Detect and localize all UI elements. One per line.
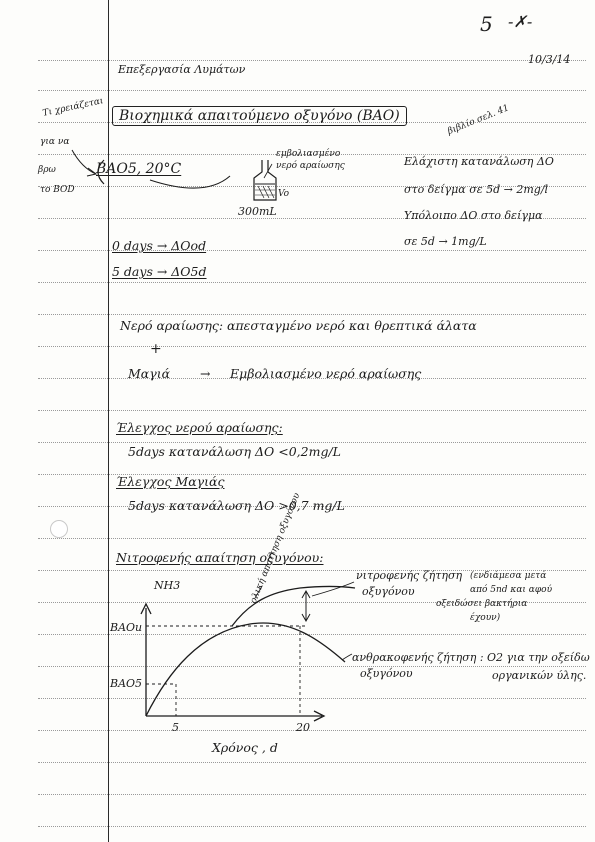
nitrification-title: Νιτροφενής απαίτηση οξυγόνου: [116, 550, 324, 565]
bottle-volume-symbol: Vo [278, 189, 290, 199]
x-axis-label: Χρόνος , d [212, 740, 278, 755]
bracket-mark [98, 160, 104, 184]
section-title: Βιοχημικά απαιτούμενο οξυγόνο (BAO) [112, 106, 407, 126]
y-label-upper: BAOu [110, 621, 143, 634]
margin-note-line: βρω [38, 165, 56, 175]
sludge-check-title: Έλεγχος Μαγιάς [116, 474, 225, 489]
total-demand-curve [232, 587, 355, 627]
carbon-demand-label: ανθρακοφενής ζήτηση : O2 για την οξείδω [352, 651, 590, 664]
leader-line [342, 654, 352, 660]
seeded-water-label: Εμβολιασμένο νερό αραίωσης [230, 366, 422, 381]
leader-line [312, 582, 354, 596]
condition-line: Υπόλοιπο ΔΟ στο δείγμα [404, 209, 543, 222]
plus-sign: + [150, 341, 162, 357]
condition-line: στο δείγμα σε 5d → 2mg/l [404, 183, 549, 196]
dilution-definition: Νερό αραίωσης: απεσταγμένο νερό και θρεπτικά άλατα [120, 318, 477, 333]
page-date: 10/3/14 [528, 53, 571, 66]
x-tick-label: 20 [296, 721, 310, 734]
arrow-line [72, 150, 96, 174]
sludge-label: Μαγιά [128, 366, 171, 381]
nitro-note-line: από 5nd και αφού [470, 585, 553, 595]
margin-note-line: το BOD [40, 185, 75, 195]
carbon-demand-label: οξυγόνου [360, 667, 413, 680]
sludge-check-detail: 5days κατανάλωση ΔΟ >0,7 mg/L [128, 498, 345, 513]
day-5-reading: 5 days → ΔΟ5d [112, 264, 207, 279]
nh3-label: NH3 [154, 579, 181, 592]
water-check-title: Έλεγχος νερού αραίωσης: [116, 420, 283, 435]
nitro-note-line: (ενδιάμεσα μετά [470, 571, 547, 581]
water-check-detail: 5days κατανάλωση ΔΟ <0,2mg/L [128, 444, 341, 459]
day-0-reading: 0 days → ΔΟοd [112, 238, 207, 253]
bao5-label: BAO5, 20°C [96, 161, 182, 177]
arrow-line [150, 176, 230, 188]
bottle-label: νερό αραίωσης [276, 161, 345, 171]
bottle-volume: 300mL [238, 205, 277, 218]
condition-line: Ελάχιστη κατανάλωση ΔΟ [404, 155, 554, 168]
book-note: βιβλίο σελ. 41 [446, 103, 511, 137]
bod-curve-graph [141, 579, 355, 721]
margin-note-line: Τι χρειάζεται [41, 96, 105, 119]
carbon-demand-label: οργανικών ύλης. [492, 669, 587, 682]
condition-line: σε 5d → 1mg/L [404, 235, 487, 248]
total-demand-label: ολική απαίτηση οξυγόνου [248, 491, 303, 605]
bod-bottle-icon [254, 160, 276, 200]
subject-heading: Επεξεργασία Λυμάτων [118, 63, 246, 76]
nitro-note-line: οξειδώσει βακτήρια [436, 599, 528, 609]
arrow-right-icon: → [200, 366, 211, 381]
nitro-note-line: έχουν) [470, 613, 501, 623]
page-number: 5 [480, 12, 493, 36]
x-tick-label: 5 [172, 721, 179, 734]
nitro-demand-label: νιτροφενής ζήτηση [356, 569, 463, 582]
nitro-demand-label: οξυγόνου [362, 585, 415, 598]
bottle-label: εμβολιασμένο [276, 149, 341, 159]
margin-note-line: για να [40, 137, 70, 147]
page-mark: -✗- [508, 12, 533, 31]
y-label-lower: BAO5 [110, 677, 143, 690]
